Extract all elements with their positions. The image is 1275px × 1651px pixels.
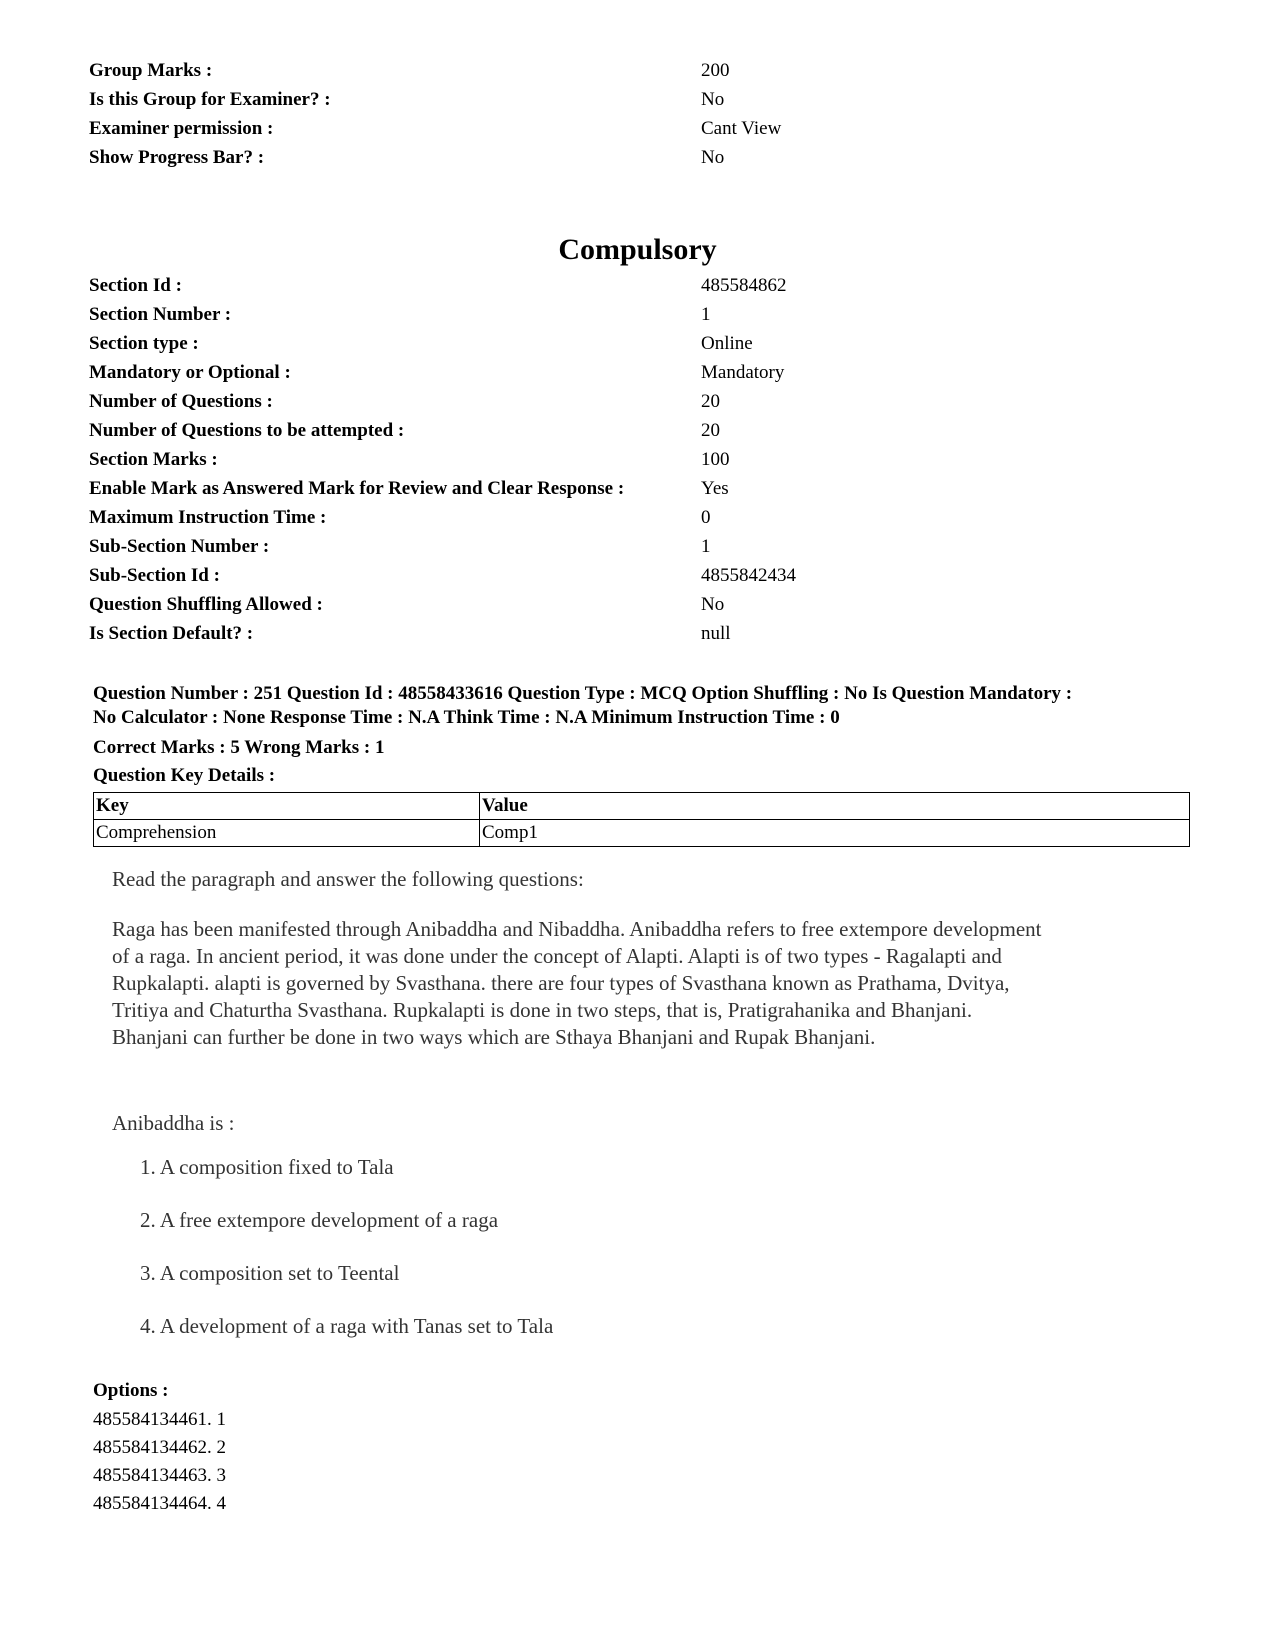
section-default-row: [89, 619, 1189, 648]
field-value: 0: [701, 506, 711, 528]
group-info: [89, 56, 1189, 172]
list-item: 2. A free extempore development of a raga: [140, 1208, 499, 1232]
paragraph-line: Tritiya and Chaturtha Svasthana. Rupkalapti is done in two steps, that is, Pratigrahanika and Bhanjani.: [112, 998, 973, 1022]
max-instruction-row: [89, 503, 1189, 532]
field-value: 20: [701, 419, 720, 441]
section-info: [89, 271, 1189, 648]
table-header-value: Value: [480, 793, 1190, 820]
examiner-permission-row: [89, 114, 1189, 143]
section-id-row: [89, 271, 1189, 300]
field-value: null: [701, 622, 731, 644]
list-item: 3. A composition set to Teental: [140, 1261, 400, 1285]
section-title: Compulsory: [558, 233, 717, 266]
question-instruction: [112, 866, 1192, 893]
table-cell-key: Comprehension: [94, 820, 480, 847]
question-stem: [112, 1110, 1192, 1137]
field-value: 4855842434: [701, 564, 796, 586]
field-label: Section Marks :: [89, 448, 218, 470]
mandatory-row: [89, 358, 1189, 387]
section-type-row: [89, 329, 1189, 358]
question-header: [93, 682, 1203, 730]
question-key-table: [93, 792, 1190, 847]
paragraph-line: of a raga. In ancient period, it was done under the concept of Alapti. Alapti is of two types - Ragalapti and: [112, 944, 1002, 968]
field-label: Section type :: [89, 332, 199, 354]
num-questions-row: [89, 387, 1189, 416]
option-item: 485584134461. 1: [93, 1409, 226, 1430]
option-item: 485584134464. 4: [93, 1493, 226, 1514]
enable-mark-row: [89, 474, 1189, 503]
field-label: Group Marks :: [89, 59, 213, 81]
field-value: 1: [701, 303, 711, 325]
field-value: Yes: [701, 477, 729, 499]
subsection-id-row: [89, 561, 1189, 590]
field-label: Is this Group for Examiner? :: [89, 88, 331, 110]
field-label: Mandatory or Optional :: [89, 361, 291, 383]
options-label: Options :: [93, 1380, 169, 1401]
field-label: Maximum Instruction Time :: [89, 506, 327, 528]
instruction-text: Read the paragraph and answer the following questions:: [112, 867, 584, 891]
field-value: 200: [701, 59, 730, 81]
list-item: 1. A composition fixed to Tala: [140, 1155, 394, 1179]
list-item: 4. A development of a raga with Tanas set to Tala: [140, 1314, 554, 1338]
field-value: No: [701, 593, 725, 615]
paragraph-line: Bhanjani can further be done in two ways which are Sthaya Bhanjani and Rupak Bhanjani.: [112, 1025, 876, 1049]
progress-bar-row: [89, 143, 1189, 172]
field-value: Online: [701, 332, 753, 354]
group-examiner-row: [89, 85, 1189, 114]
field-label: Sub-Section Number :: [89, 535, 270, 557]
choice-list: [140, 1152, 553, 1364]
stem-text: Anibaddha is :: [112, 1111, 235, 1135]
field-label: Number of Questions to be attempted :: [89, 419, 405, 441]
field-value: Mandatory: [701, 361, 785, 383]
field-label: Question Shuffling Allowed :: [89, 593, 323, 615]
paragraph-line: Rupkalapti. alapti is governed by Svasthana. there are four types of Svasthana known as Prathama, Dvitya,: [112, 971, 1010, 995]
comprehension-paragraph: [112, 916, 1192, 1051]
num-attempt-row: [89, 416, 1189, 445]
field-label: Section Number :: [89, 303, 232, 325]
section-number-row: [89, 300, 1189, 329]
option-item: 485584134463. 3: [93, 1465, 226, 1486]
section-marks-row: [89, 445, 1189, 474]
field-label: Enable Mark as Answered Mark for Review and Clear Response :: [89, 477, 625, 499]
subsection-number-row: [89, 532, 1189, 561]
table-row: [94, 820, 1190, 847]
field-value: No: [701, 146, 725, 168]
group-marks-row: [89, 56, 1189, 85]
field-value: 20: [701, 390, 720, 412]
field-value: 485584862: [701, 274, 787, 296]
field-value: No: [701, 88, 725, 110]
field-label: Is Section Default? :: [89, 622, 254, 644]
question-header-line: Question Number : 251 Question Id : 48558433616 Question Type : MCQ Option Shuffling : No Is Question Mandatory :: [93, 683, 1073, 704]
table-header-row: [94, 793, 1190, 820]
field-value: Cant View: [701, 117, 782, 139]
field-label: Section Id :: [89, 274, 182, 296]
field-label: Number of Questions :: [89, 390, 273, 412]
question-marks: Correct Marks : 5 Wrong Marks : 1: [93, 737, 385, 758]
field-value: 100: [701, 448, 730, 470]
shuffling-row: [89, 590, 1189, 619]
field-label: Show Progress Bar? :: [89, 146, 265, 168]
options-list: [93, 1406, 226, 1518]
paragraph-line: Raga has been manifested through Anibaddha and Nibaddha. Anibaddha refers to free extempore development: [112, 917, 1042, 941]
table-cell-value: Comp1: [480, 820, 1190, 847]
field-value: 1: [701, 535, 711, 557]
table-header-key: Key: [94, 793, 480, 820]
option-item: 485584134462. 2: [93, 1437, 226, 1458]
question-key-details-label: Question Key Details :: [93, 765, 276, 786]
field-label: Examiner permission :: [89, 117, 274, 139]
question-header-line: No Calculator : None Response Time : N.A Think Time : N.A Minimum Instruction Time : 0: [93, 707, 840, 728]
field-label: Sub-Section Id :: [89, 564, 220, 586]
